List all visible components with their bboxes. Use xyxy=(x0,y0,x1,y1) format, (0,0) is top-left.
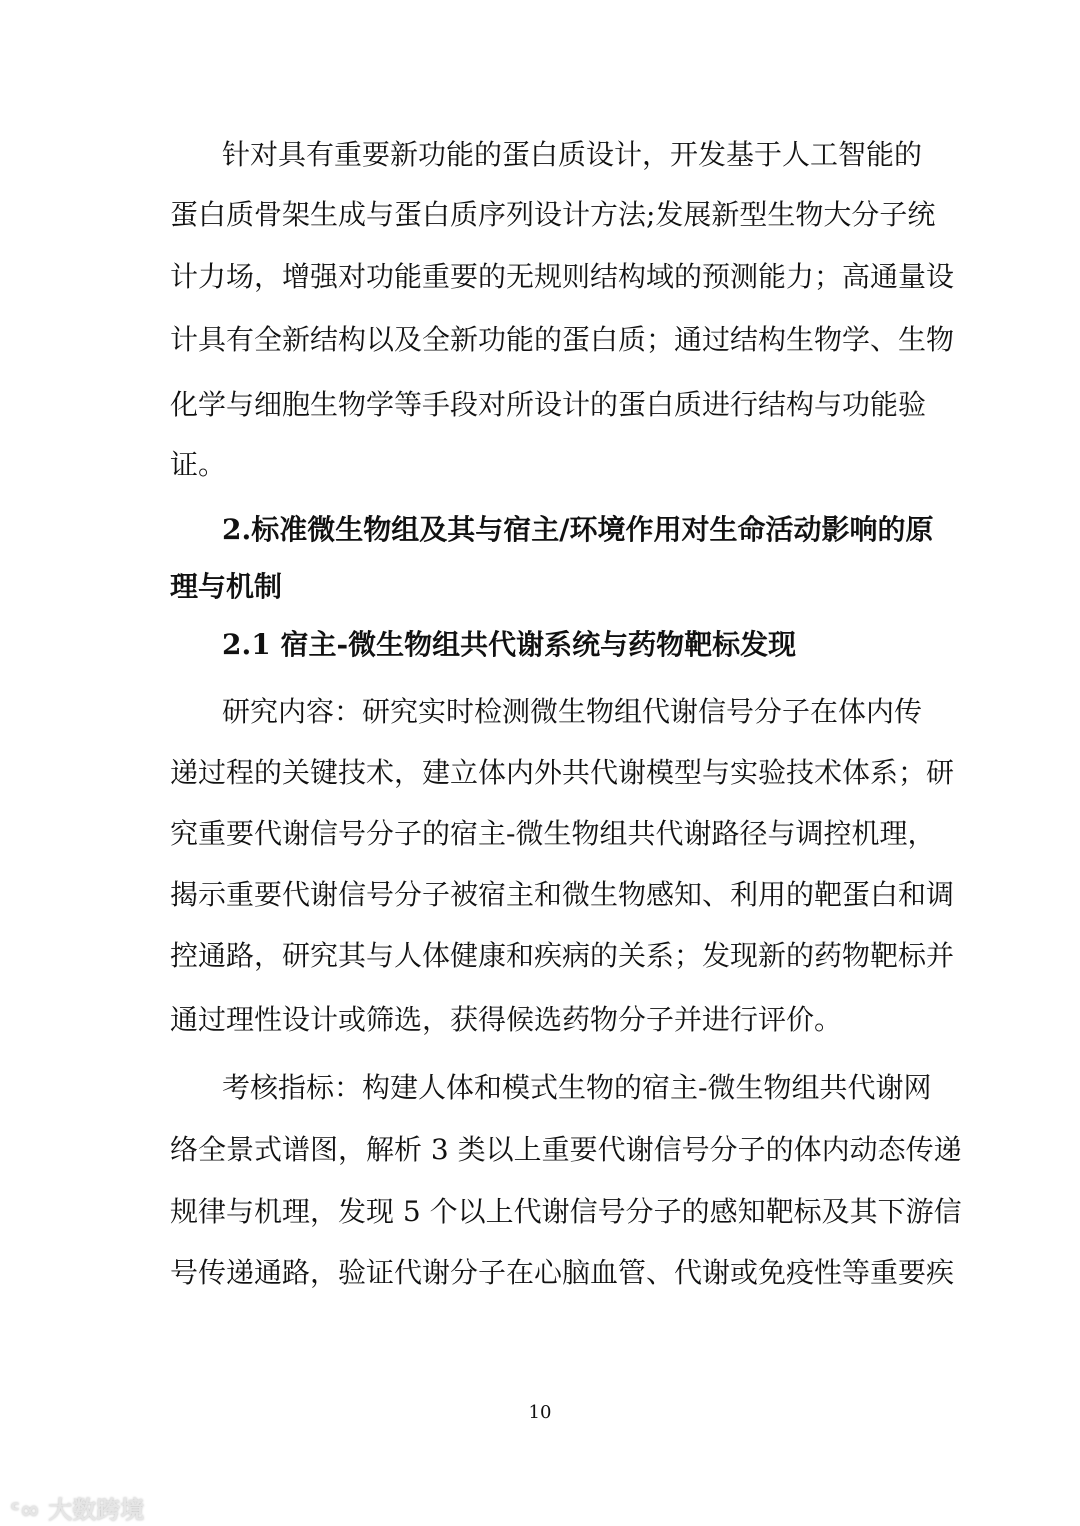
subsection-heading-2-1: 2.1 宿主-微生物组共代谢系统与药物靶标发现 xyxy=(222,628,797,661)
text-line: 规律与机理，发现 5 个以上代谢信号分子的感知靶标及其下游信 xyxy=(170,1195,962,1228)
text-line: 络全景式谱图，解析 3 类以上重要代谢信号分子的体内动态传递 xyxy=(170,1133,962,1166)
text-line: 控通路，研究其与人体健康和疾病的关系；发现新的药物靶标并 xyxy=(170,939,955,972)
watermark-text: 大数跨境 xyxy=(48,1496,145,1524)
watermark-logo xyxy=(10,1490,144,1525)
heading-line: 理与机制 xyxy=(170,570,283,603)
page-number: 10 xyxy=(528,1402,552,1423)
text-line: 揭示重要代谢信号分子被宿主和微生物感知、利用的靶蛋白和调 xyxy=(170,878,955,911)
text-line: 计力场，增强对功能重要的无规则结构域的预测能力；高通量设 xyxy=(170,260,955,293)
text-line: 蛋白质骨架生成与蛋白质序列设计方法;发展新型生物大分子统 xyxy=(170,198,936,231)
text-line: 究重要代谢信号分子的宿主-微生物组共代谢路径与调控机理， xyxy=(170,817,936,850)
text-line: 号传递通路，验证代谢分子在心脑血管、代谢或免疫性等重要疾 xyxy=(170,1256,955,1289)
text-line: 递过程的关键技术，建立体内外共代谢模型与实验技术体系；研 xyxy=(170,756,955,789)
text-line: 化学与细胞生物学等手段对所设计的蛋白质进行结构与功能验 xyxy=(170,388,927,421)
text-line: 通过理性设计或筛选，获得候选药物分子并进行评价。 xyxy=(170,1003,843,1036)
text-line: 证。 xyxy=(170,448,227,481)
text-line: 计具有全新结构以及全新功能的蛋白质；通过结构生物学、生物 xyxy=(170,323,955,356)
text-line: 研究内容：研究实时检测微生物组代谢信号分子在体内传 xyxy=(222,695,923,728)
heading-line: 2.标准微生物组及其与宿主/环境作用对生命活动影响的原 xyxy=(222,513,934,546)
text-line: 针对具有重要新功能的蛋白质设计，开发基于人工智能的 xyxy=(222,138,923,171)
text-line: 考核指标：构建人体和模式生物的宿主-微生物组共代谢网 xyxy=(222,1071,932,1104)
watermark-icon: ᶜ∞ xyxy=(10,1496,49,1524)
